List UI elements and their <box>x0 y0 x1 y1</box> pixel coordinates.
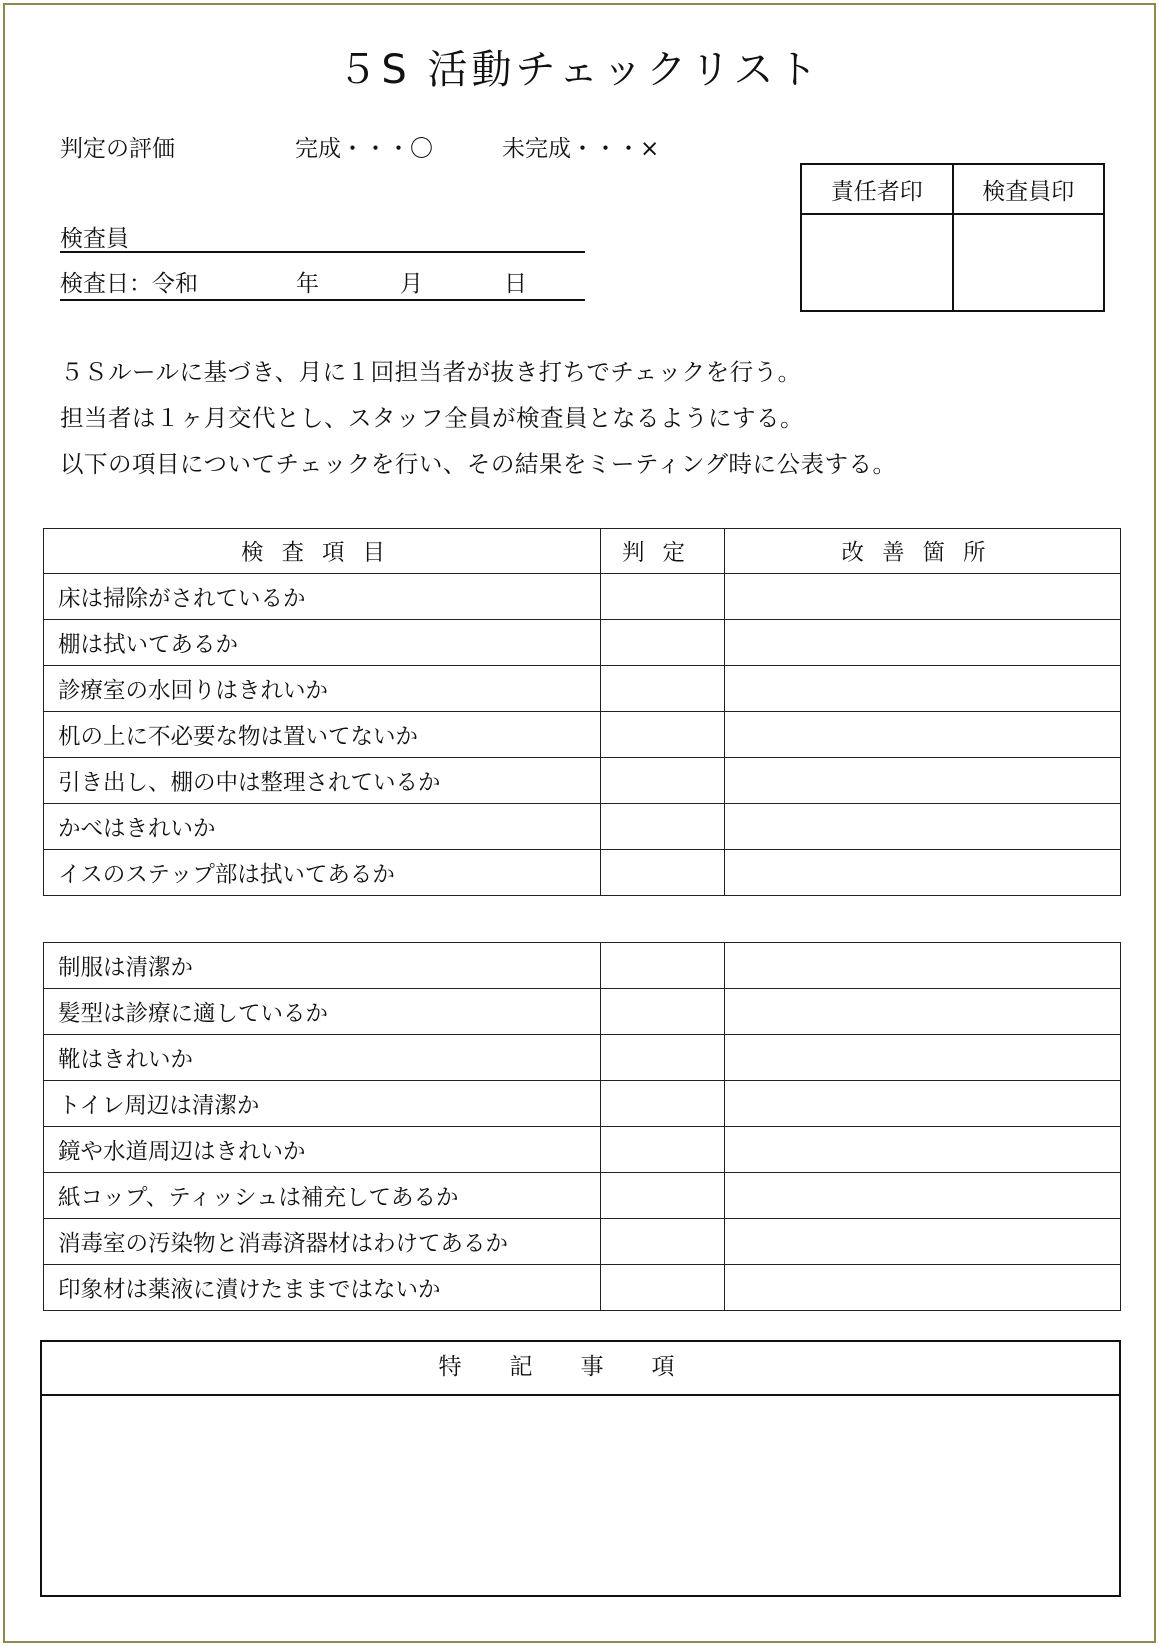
check-item-label: 鏡や水道周辺はきれいか <box>44 1127 601 1173</box>
judgment-cell[interactable] <box>601 943 725 989</box>
table-row <box>44 1265 1121 1311</box>
table-row <box>44 850 1121 896</box>
improvement-cell[interactable] <box>725 850 1121 896</box>
date-label: 検査日：令和 <box>60 271 198 297</box>
judgment-cell[interactable] <box>601 1173 725 1219</box>
checklist-table-1 <box>43 528 1121 896</box>
table-row <box>44 1219 1121 1265</box>
improvement-cell[interactable] <box>725 989 1121 1035</box>
improvement-cell[interactable] <box>725 666 1121 712</box>
improvement-cell[interactable] <box>725 1127 1121 1173</box>
special-notes-header: 特記事項 <box>42 1342 1119 1396</box>
check-item-label: 消毒室の汚染物と消毒済器材はわけてあるか <box>44 1219 601 1265</box>
improvement-cell[interactable] <box>725 1035 1121 1081</box>
improvement-cell[interactable] <box>725 943 1121 989</box>
stamp-table <box>800 163 1105 312</box>
table-row <box>44 943 1121 989</box>
improvement-cell[interactable] <box>725 620 1121 666</box>
improvement-cell[interactable] <box>725 712 1121 758</box>
improvement-cell[interactable] <box>725 1173 1121 1219</box>
table-row <box>44 1035 1121 1081</box>
judgment-cell[interactable] <box>601 850 725 896</box>
judgment-cell[interactable] <box>601 989 725 1035</box>
page-title: ５S 活動チェックリスト <box>337 47 822 93</box>
header-improvement: 改善箇所 <box>725 529 1121 574</box>
table-row <box>44 712 1121 758</box>
table-row <box>44 989 1121 1035</box>
judgment-cell[interactable] <box>601 758 725 804</box>
check-item-label: 制服は清潔か <box>44 943 601 989</box>
judgment-cell[interactable] <box>601 666 725 712</box>
judgment-cell[interactable] <box>601 620 725 666</box>
check-item-label: 床は掃除がされているか <box>44 574 601 620</box>
check-item-label: イスのステップ部は拭いてあるか <box>44 850 601 896</box>
evaluation-label: 判定の評価 <box>60 136 175 162</box>
improvement-cell[interactable] <box>725 1265 1121 1311</box>
header-judgment: 判定 <box>601 529 725 574</box>
table-row <box>44 1081 1121 1127</box>
stamp-header-inspector: 検査員印 <box>953 164 1105 214</box>
improvement-cell[interactable] <box>725 758 1121 804</box>
evaluation-done: 完成・・・〇 <box>295 136 433 162</box>
improvement-cell[interactable] <box>725 804 1121 850</box>
judgment-cell[interactable] <box>601 1265 725 1311</box>
evaluation-undone: 未完成・・・× <box>502 136 660 162</box>
judgment-cell[interactable] <box>601 804 725 850</box>
checklist-table-2 <box>43 942 1121 1311</box>
judgment-cell[interactable] <box>601 1127 725 1173</box>
date-day: 日 <box>504 271 527 297</box>
instruction-line: 担当者は１ヶ月交代とし、スタッフ全員が検査員となるようにする。 <box>60 404 804 432</box>
special-notes <box>40 1340 1121 1597</box>
check-item-label: かべはきれいか <box>44 804 601 850</box>
instructions <box>60 355 896 493</box>
table-row <box>44 1173 1121 1219</box>
check-item-label: トイレ周辺は清潔か <box>44 1081 601 1127</box>
special-notes-body[interactable] <box>42 1396 1119 1594</box>
check-item-label: 引き出し、棚の中は整理されているか <box>44 758 601 804</box>
stamp-box-inspector[interactable] <box>953 214 1105 311</box>
improvement-cell[interactable] <box>725 1219 1121 1265</box>
table-row <box>44 666 1121 712</box>
judgment-cell[interactable] <box>601 1219 725 1265</box>
table-row <box>44 804 1121 850</box>
table-row <box>44 758 1121 804</box>
table-row <box>44 574 1121 620</box>
check-item-label: 机の上に不必要な物は置いてないか <box>44 712 601 758</box>
inspection-date-field[interactable] <box>60 265 585 301</box>
table-row <box>44 620 1121 666</box>
improvement-cell[interactable] <box>725 1081 1121 1127</box>
header-item: 検査項目 <box>44 529 601 574</box>
check-item-label: 紙コップ、ティッシュは補充してあるか <box>44 1173 601 1219</box>
improvement-cell[interactable] <box>725 574 1121 620</box>
check-item-label: 髪型は診療に適しているか <box>44 989 601 1035</box>
date-year: 年 <box>296 271 319 297</box>
check-item-label: 印象材は薬液に漬けたままではないか <box>44 1265 601 1311</box>
judgment-cell[interactable] <box>601 1081 725 1127</box>
judgment-cell[interactable] <box>601 712 725 758</box>
instruction-line: 以下の項目についてチェックを行い、その結果をミーティング時に公表する。 <box>60 450 897 478</box>
inspector-field[interactable] <box>60 220 585 253</box>
check-item-label: 靴はきれいか <box>44 1035 601 1081</box>
stamp-header-responsible: 責任者印 <box>801 164 953 214</box>
instruction-line: ５Ｓルールに基づき、月に１回担当者が抜き打ちでチェックを行う。 <box>60 358 802 386</box>
check-item-label: 棚は拭いてあるか <box>44 620 601 666</box>
inspector-label: 検査員 <box>60 226 129 252</box>
date-month: 月 <box>400 271 423 297</box>
judgment-cell[interactable] <box>601 1035 725 1081</box>
check-item-label: 診療室の水回りはきれいか <box>44 666 601 712</box>
table-row <box>44 1127 1121 1173</box>
judgment-cell[interactable] <box>601 574 725 620</box>
stamp-box-responsible[interactable] <box>801 214 953 311</box>
